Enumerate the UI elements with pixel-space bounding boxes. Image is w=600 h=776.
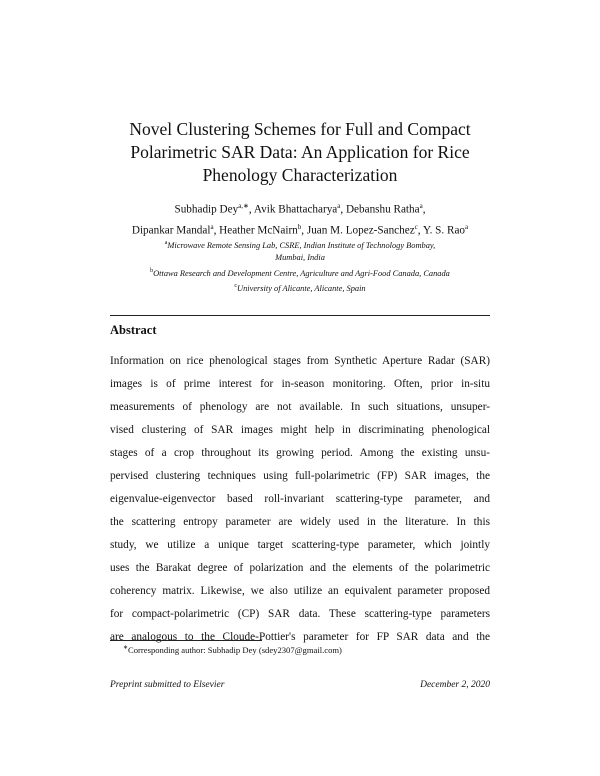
- footnote-mark: ∗: [123, 645, 129, 651]
- author-affil-mark: a: [465, 222, 469, 231]
- footer-date: December 2, 2020: [420, 680, 490, 690]
- abstract-line: stages of a crop throughout its growing period. Among the existing unsu-: [110, 447, 490, 459]
- abstract-line: uses the Barakat degree of polarization and the elements of the polarimetric: [110, 562, 490, 574]
- author-affil-mark: a,∗: [238, 202, 249, 210]
- author-line-1: [0, 198, 600, 219]
- abstract-line: Information on rice phenological stages from Synthetic Aperture Radar (SAR): [110, 355, 490, 367]
- abstract-heading: Abstract: [110, 323, 157, 337]
- author-affil-mark: a: [337, 202, 341, 210]
- abstract-line: measurements of phenology are not available. In such situations, unsuper-: [110, 401, 490, 413]
- author-separator: ,: [248, 203, 254, 216]
- author-name: Juan M. Lopez-Sanchez: [306, 224, 415, 237]
- affil-mark: b: [150, 267, 154, 274]
- footnote: [123, 644, 342, 655]
- affil-text: University of Alicante, Alicante, Spain: [237, 284, 366, 294]
- author-separator: ,: [301, 224, 307, 237]
- author-separator: ,: [417, 224, 423, 237]
- affiliation-a-cont: Mumbai, India: [275, 253, 325, 263]
- author-name: Dipankar Mandal: [131, 224, 211, 237]
- author-affil-mark: c: [414, 222, 418, 231]
- abstract-divider: [110, 315, 490, 316]
- author-name: Avik Bhattacharya: [253, 203, 338, 216]
- author-name: Subhadip Dey: [174, 203, 239, 216]
- author-separator: ,: [213, 224, 220, 237]
- author-name: Heather McNairn: [219, 224, 298, 237]
- title-line: Phenology Characterization: [202, 165, 398, 185]
- abstract-line: vised clustering of SAR images might help in discriminating phenological: [110, 424, 490, 436]
- affil-mark: c: [234, 283, 238, 290]
- affiliation-b: [0, 265, 600, 280]
- affiliation-c: [0, 280, 600, 295]
- abstract-line: pervised clustering techniques using full-polarimetric (FP) SAR images, the: [110, 470, 490, 482]
- abstract-line: are analogous to the Cloude-Pottier's parameter for FP SAR data and the: [110, 631, 490, 643]
- author-separator: ,: [422, 203, 426, 216]
- abstract-line: for compact-polarimetric (CP) SAR data. These scattering-type parameters: [110, 608, 490, 620]
- affil-text: Ottawa Research and Development Centre, Agriculture and Agri-Food Canada, Canada: [153, 268, 450, 278]
- footnote-divider: [110, 640, 262, 641]
- author-name: Y. S. Rao: [422, 224, 466, 237]
- abstract-line: images is of prime interest for in-season monitoring. Often, prior in-situ: [110, 378, 490, 390]
- affil-mark: a: [164, 240, 168, 246]
- author-affil-mark: b: [297, 222, 302, 231]
- paper-title: [0, 118, 600, 187]
- author-affil-mark: a: [210, 222, 214, 231]
- footnote-text: Corresponding author: Subhadip Dey (sdey2307@gmail.com): [128, 644, 342, 655]
- author-list: [0, 198, 600, 239]
- abstract-line: eigenvalue-eigenvector based roll-invariant scattering-type parameter, and: [110, 493, 490, 505]
- affiliations: [0, 237, 600, 296]
- abstract-line: coherency matrix. Likewise, we also utilize an equivalent parameter proposed: [110, 585, 490, 597]
- author-separator: ,: [340, 203, 346, 216]
- affil-text: Microwave Remote Sensing Lab, CSRE, Indian Institute of Technology Bombay,: [167, 240, 436, 250]
- title-line: Polarimetric SAR Data: An Application for Rice: [130, 142, 470, 162]
- abstract-line: study, we utilize a unique target scattering-type parameter, which jointly: [110, 539, 490, 551]
- affiliation-a: [0, 237, 600, 252]
- footer-preprint: Preprint submitted to Elsevier: [110, 680, 225, 690]
- abstract-body: [110, 350, 490, 649]
- author-affil-mark: a: [419, 202, 423, 210]
- abstract-line: the scattering entropy parameter are widely used in the literature. In this: [110, 516, 490, 528]
- author-name: Debanshu Ratha: [345, 203, 420, 216]
- title-line: Novel Clustering Schemes for Full and Compact: [129, 119, 471, 139]
